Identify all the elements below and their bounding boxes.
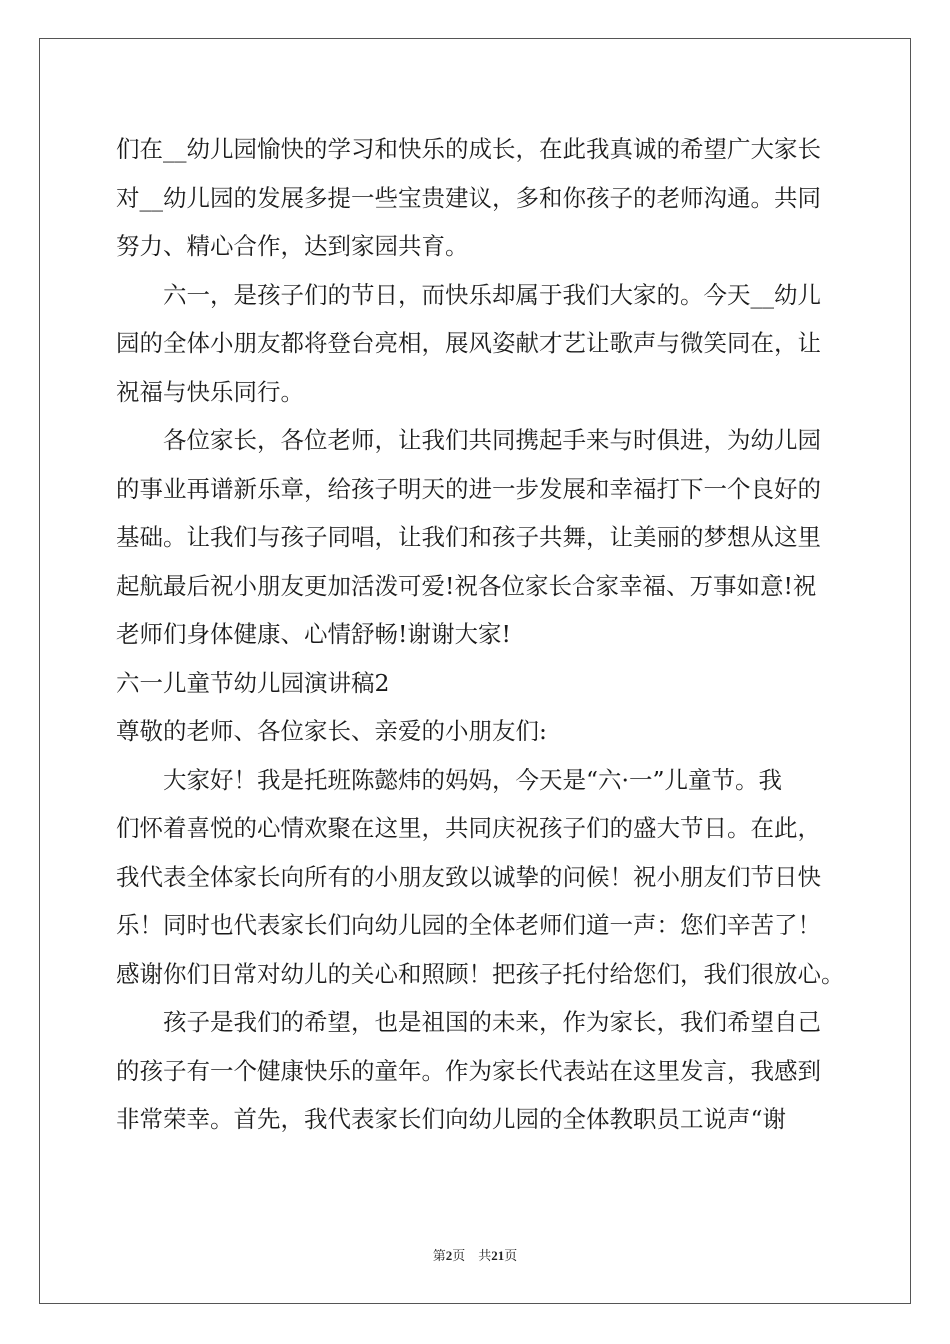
total-prefix: 共 [478,1248,492,1263]
text-line: 起航最后祝小朋友更加活泼可爱!祝各位家长合家幸福、万事如意!祝 [116,571,817,600]
text-line: 祝福与快乐同行。 [116,377,304,406]
page-suffix: 页 [452,1248,466,1263]
total-page-count: 21 [491,1248,505,1263]
paragraph-start-line: 各位家长，各位老师，让我们共同携起手来与时俱进，为幼儿园 [163,426,821,454]
paragraph-start-line: 六一，是孩子们的节日，而快乐却属于我们大家的。今天__幼儿 [163,280,821,309]
total-suffix: 页 [504,1248,518,1263]
text-line: 我代表全体家长向所有的小朋友致以诚挚的问候！祝小朋友们节日快 [116,862,821,891]
text-line: 园的全体小朋友都将登台亮相，展风姿献才艺让歌声与微笑同在，让 [116,329,821,357]
text-line: 努力、精心合作，达到家园共育。 [116,232,469,260]
text-line: 基础。让我们与孩子同唱，让我们和孩子共舞，让美丽的梦想从这里 [116,523,821,551]
text-line: 的孩子有一个健康快乐的童年。作为家长代表站在这里发言，我感到 [116,1056,821,1085]
text-line: 对__幼儿园的发展多提一些宝贵建议，多和你孩子的老师沟通。共同 [116,183,821,212]
page-footer [0,1245,950,1264]
text-line: 的事业再谱新乐章，给孩子明天的进一步发展和幸福打下一个良好的 [116,474,821,503]
document-body [116,125,845,1144]
page-prefix: 第 [432,1248,446,1263]
paragraph-start-line: 孩子是我们的希望，也是祖国的未来，作为家长，我们希望自己 [163,1008,821,1036]
text-line: 们在__幼儿园愉快的学习和快乐的成长，在此我真诚的希望广大家长 [116,135,821,163]
current-page-number: 2 [445,1248,453,1263]
salutation: 尊敬的老师、各位家长、亲爱的小朋友们: [116,717,547,745]
text-line: 乐！同时也代表家长们向幼儿园的全体老师们道一声：您们辛苦了！ [116,911,821,939]
paragraph-start-line: 大家好！我是托班陈懿炜的妈妈，今天是“六·一”儿童节。我 [163,765,782,794]
text-line: 感谢你们日常对幼儿的关心和照顾！把孩子托付给您们，我们很放心。 [116,959,845,988]
text-line: 们怀着喜悦的心情欢聚在这里，共同庆祝孩子们的盛大节日。在此， [116,814,821,842]
text-line: 老师们身体健康、心情舒畅!谢谢大家! [116,620,511,648]
section-title: 六一儿童节幼儿园演讲稿2 [116,668,390,697]
text-line: 非常荣幸。首先，我代表家长们向幼儿园的全体教职员工说声“谢 [116,1105,787,1133]
